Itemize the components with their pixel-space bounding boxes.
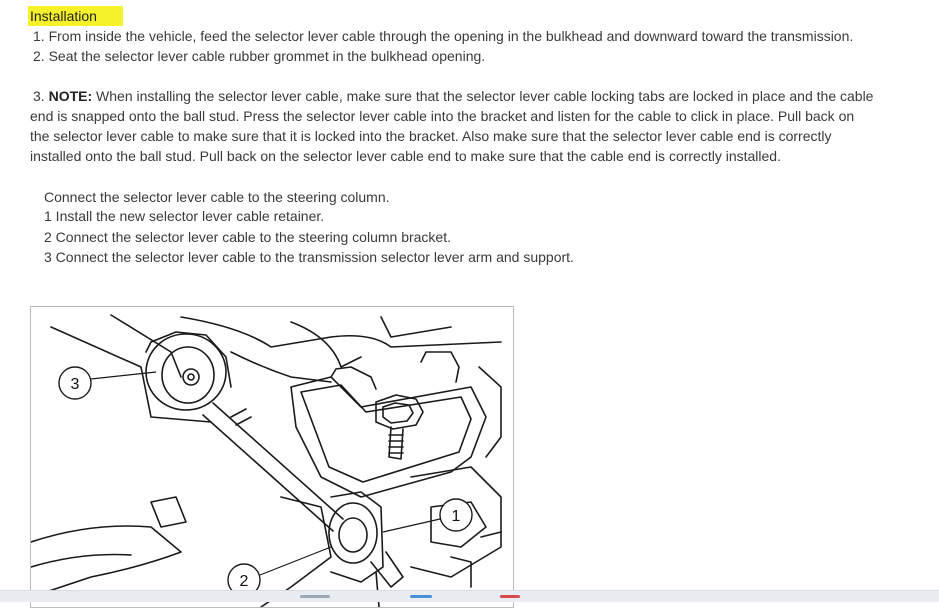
note-text-line-3: the selector lever cable to make sure that it is locked into the bracket. Also make sure that the selector lever cable end is correctly: [30, 128, 832, 144]
note-first-line: [33, 86, 873, 106]
callout-1-label: 1: [451, 508, 461, 525]
step-2-text: 2. Seat the selector lever cable rubber grommet in the bulkhead opening.: [33, 48, 486, 64]
step-1-text: 1. From inside the vehicle, feed the selector lever cable through the opening in the bulkhead and downward toward the transmission.: [33, 28, 854, 44]
bottom-taskbar-edge: [0, 590, 939, 602]
note-label: NOTE:: [48, 88, 93, 104]
connect-intro: Connect the selector lever cable to the steering column.: [44, 189, 390, 205]
callout-2-label: 2: [239, 573, 249, 590]
section-title: Installation: [28, 6, 123, 26]
callout-3-label: 3: [70, 376, 80, 393]
taskbar-item[interactable]: [410, 595, 432, 598]
connect-item-1: 1 Install the new selector lever cable retainer.: [44, 208, 325, 224]
note-text-line-1: When installing the selector lever cable, make sure that the selector lever cable locking tabs are locked in place and the cable: [92, 88, 874, 104]
taskbar-item[interactable]: [500, 595, 520, 598]
cable-diagram: [31, 307, 513, 607]
note-text-line-2: end is snapped onto the ball stud. Press the selector lever cable into the bracket and listen for the cable to click in place. Pull back on: [30, 108, 855, 124]
connect-item-2: 2 Connect the selector lever cable to the steering column bracket.: [44, 229, 451, 245]
connect-item-3: 3 Connect the selector lever cable to the transmission selector lever arm and support.: [44, 249, 574, 265]
note-step-number: 3.: [33, 88, 45, 104]
note-text-line-4: installed onto the ball stud. Pull back on the selector lever cable end to make sure that the cable end is correctly installed.: [30, 148, 781, 164]
taskbar-item[interactable]: [300, 595, 330, 598]
selector-cable-illustration: [30, 306, 514, 608]
